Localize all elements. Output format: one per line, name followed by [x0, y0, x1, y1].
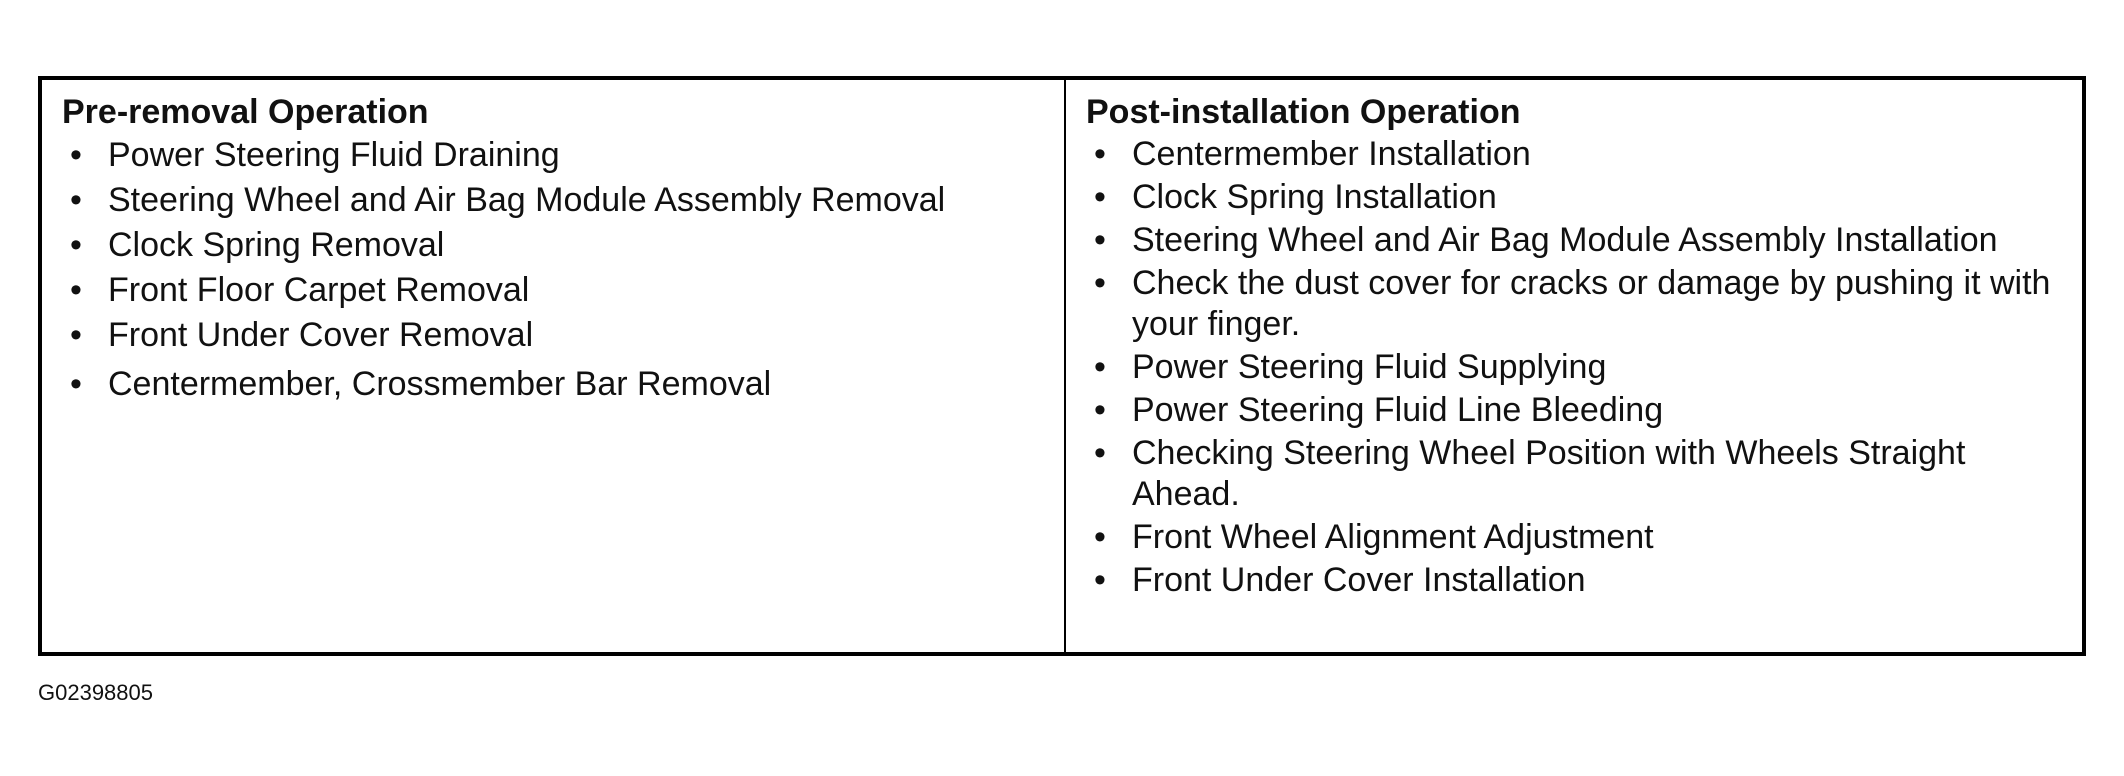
pre-removal-list: [62, 134, 1044, 406]
list-item: [1086, 560, 2062, 601]
list-item: [62, 134, 1044, 177]
list-item-text: Front Under Cover Removal: [108, 316, 534, 354]
list-item: [1086, 347, 2062, 388]
pre-removal-title: Pre-removal Operation: [62, 93, 429, 131]
list-item-text: Power Steering Fluid Line Bleeding: [1132, 391, 1664, 429]
list-item: [1086, 433, 2062, 515]
list-item-text: Front Floor Carpet Removal: [108, 271, 530, 309]
list-item: [62, 224, 1044, 267]
list-item-text: Clock Spring Removal: [108, 226, 445, 264]
list-item-text: Front Wheel Alignment Adjustment: [1132, 518, 1654, 556]
bullet-icon: •: [70, 365, 82, 403]
list-item-text: Steering Wheel and Air Bag Module Assembly Removal: [108, 181, 946, 219]
list-item: [1086, 177, 2062, 218]
bullet-icon: •: [70, 181, 82, 219]
bullet-icon: •: [70, 316, 82, 354]
list-item-text: Steering Wheel and Air Bag Module Assembly Installation: [1132, 221, 1998, 259]
list-item: [1086, 517, 2062, 558]
list-item: [62, 363, 1044, 406]
list-item-text: Front Under Cover Installation: [1132, 561, 1586, 599]
bullet-icon: •: [1094, 434, 1106, 472]
bullet-icon: •: [70, 226, 82, 264]
list-item: [1086, 134, 2062, 175]
list-item: [1086, 390, 2062, 431]
list-item-text: Clock Spring Installation: [1132, 178, 1497, 216]
bullet-icon: •: [1094, 391, 1106, 429]
list-item-text: Checking Steering Wheel Position with Wheels Straight Ahead.: [1132, 434, 1966, 513]
list-item: [62, 269, 1044, 312]
post-installation-column: [1066, 80, 2082, 652]
list-item: [62, 314, 1044, 357]
bullet-icon: •: [1094, 178, 1106, 216]
bullet-icon: •: [1094, 264, 1106, 302]
operations-table: [38, 76, 2086, 656]
bullet-icon: •: [1094, 135, 1106, 173]
list-item-text: Power Steering Fluid Supplying: [1132, 348, 1607, 386]
post-installation-list: [1086, 134, 2062, 601]
list-item: [1086, 220, 2062, 261]
list-item: [1086, 263, 2062, 345]
bullet-icon: •: [1094, 518, 1106, 556]
bullet-icon: •: [70, 271, 82, 309]
bullet-icon: •: [1094, 221, 1106, 259]
list-item-text: Power Steering Fluid Draining: [108, 136, 560, 174]
pre-removal-column: [42, 80, 1066, 652]
list-item-text: Centermember Installation: [1132, 135, 1531, 173]
list-item-text: Check the dust cover for cracks or damage by pushing it with your finger.: [1132, 264, 2051, 343]
list-item: [62, 179, 1044, 222]
figure-id-label: G02398805: [38, 680, 153, 705]
bullet-icon: •: [70, 136, 82, 174]
bullet-icon: •: [1094, 348, 1106, 386]
bullet-icon: •: [1094, 561, 1106, 599]
post-installation-title: Post-installation Operation: [1086, 93, 1521, 131]
list-item-text: Centermember, Crossmember Bar Removal: [108, 365, 772, 403]
